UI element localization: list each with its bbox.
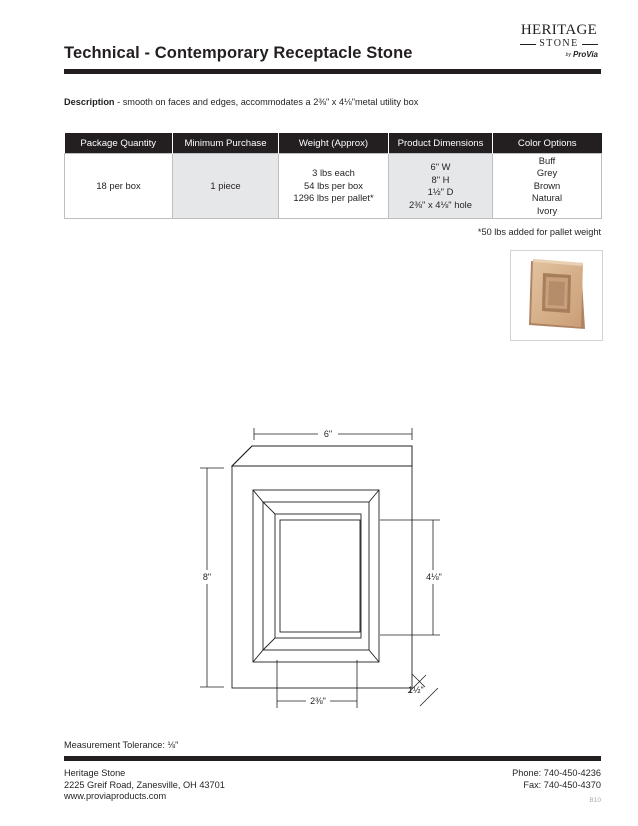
footer-phone: Phone: 740-450-4236: [512, 768, 601, 778]
logo-provia: [514, 50, 604, 60]
footer-fax: Fax: 740-450-4370: [523, 779, 601, 790]
color-buff: Buff: [538, 154, 556, 166]
footer-company: Heritage Stone: [64, 768, 126, 778]
weight-pallet: 1296 lbs per pallet*: [293, 192, 374, 204]
footer-contact-block: [512, 768, 601, 791]
depth-label: 1½": [408, 685, 424, 695]
logo-stone-row: [514, 38, 604, 50]
color-brown: Brown: [533, 179, 561, 191]
cell-dimensions: [389, 154, 493, 219]
weight-each: 3 lbs each: [312, 167, 355, 179]
cell-minimum-purchase: 1 piece: [173, 154, 279, 219]
header-minimum-purchase: Minimum Purchase: [173, 133, 279, 154]
heritage-stone-logo: [514, 22, 604, 60]
description: [64, 97, 418, 107]
measurement-tolerance: Measurement Tolerance: ⅛": [64, 740, 179, 750]
logo-rule-right: [582, 44, 598, 45]
footer-address-block: [64, 768, 225, 803]
cell-weight: [279, 154, 389, 219]
color-ivory: Ivory: [536, 204, 558, 216]
header-package-quantity: Package Quantity: [65, 133, 173, 154]
inner-recess: [263, 502, 369, 650]
footer-address: 2225 Greif Road, Zanesville, OH 43701: [64, 779, 225, 790]
receptacle-stone-image: [511, 251, 602, 340]
logo-brand: ProVia: [572, 50, 598, 59]
page-number: B10: [589, 797, 601, 804]
spec-header-row: [65, 133, 602, 154]
cell-color-options: [493, 154, 602, 219]
logo-stone: STONE: [539, 38, 579, 49]
header-rule: [64, 69, 601, 74]
dimension-width: 6" W: [430, 161, 451, 172]
cell-package-quantity: 18 per box: [65, 154, 173, 219]
footer-rule: [64, 756, 601, 761]
hole-width-label: 2⅜": [310, 696, 326, 706]
top-bevel: [232, 446, 412, 466]
spec-data-row: [65, 154, 602, 219]
dimension-height: 8" H: [431, 173, 450, 185]
logo-by: by: [565, 52, 571, 58]
footer-website-link[interactable]: www.proviaproducts.com: [64, 791, 167, 801]
weight-box: 54 lbs per box: [304, 179, 363, 191]
receptacle-dimension-diagram: [190, 420, 450, 710]
description-label: Description: [64, 97, 115, 107]
product-photo: [510, 250, 603, 341]
color-grey: Grey: [536, 167, 558, 179]
header-weight: Weight (Approx): [279, 133, 389, 154]
header-color-options: Color Options: [493, 133, 602, 154]
width-label: 6": [323, 429, 333, 439]
logo-rule-left: [520, 44, 536, 45]
dimension-depth: 1½" D: [427, 186, 454, 197]
hole-height-label: 4⅛": [426, 572, 442, 582]
dimension-drawing: [190, 420, 450, 710]
color-natural: Natural: [531, 192, 563, 204]
dimension-hole: 2⅜" x 4⅛" hole: [409, 198, 472, 210]
header-product-dimensions: Product Dimensions: [389, 133, 493, 154]
spec-table: [64, 133, 602, 219]
height-label: 8": [202, 572, 212, 582]
hole-opening: [275, 514, 361, 638]
pallet-weight-note: *50 lbs added for pallet weight: [477, 227, 601, 237]
page-title: Technical - Contemporary Receptacle Stone: [64, 44, 413, 62]
logo-heritage: HERITAGE: [520, 22, 598, 38]
description-text: - smooth on faces and edges, accommodates a 2⅜" x 4⅛"metal utility box: [114, 97, 419, 107]
